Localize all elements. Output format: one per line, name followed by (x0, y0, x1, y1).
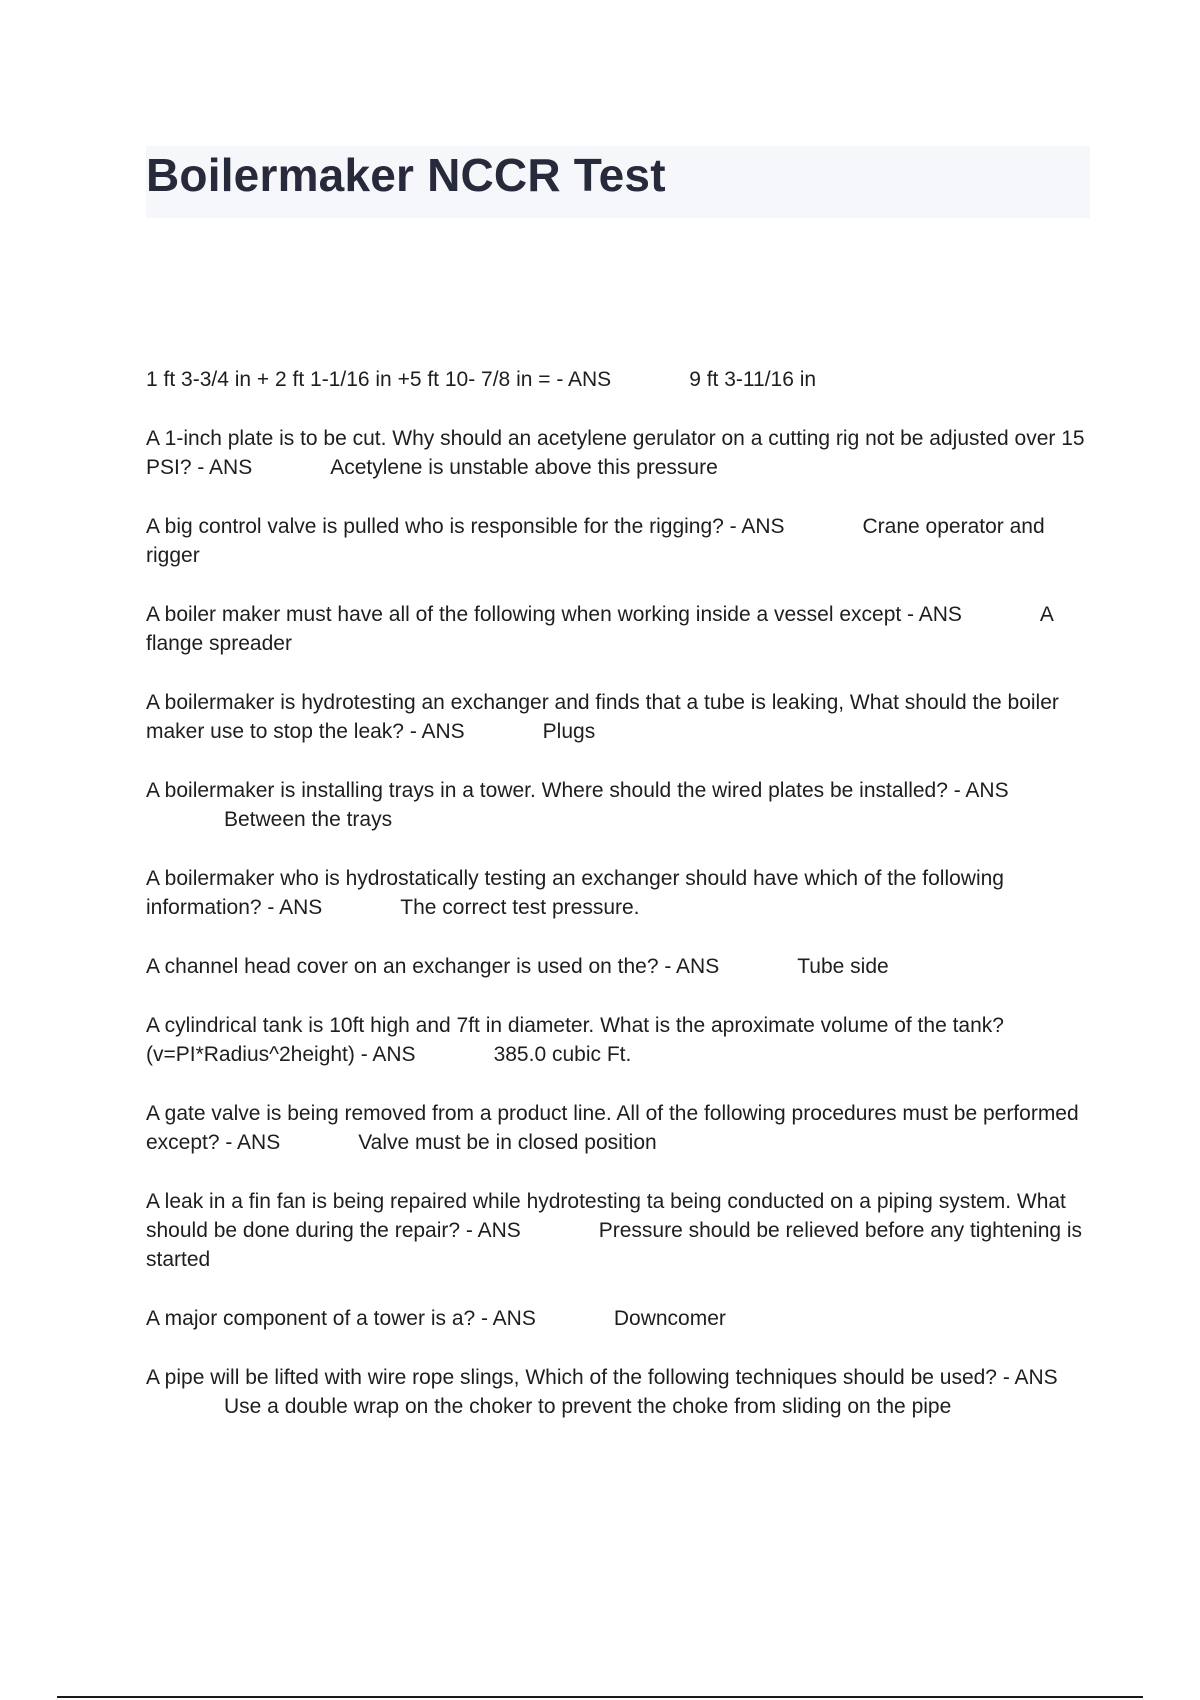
answer-text: Acetylene is unstable above this pressure (330, 456, 718, 479)
question-text: A leak in a fin fan is being repaired while hydrotesting ta being conducted on a piping system. What should be done during the repair? - ANS (146, 1190, 1066, 1242)
question-item (146, 864, 1086, 922)
answer-text: A flange spreader (146, 603, 1053, 655)
footer-divider (57, 1696, 1143, 1698)
question-item (146, 776, 1086, 834)
answer-text: 9 ft 3-11/16 in (689, 368, 817, 391)
question-text: A channel head cover on an exchanger is used on the? - ANS (146, 955, 720, 978)
answer-text: Between the trays (224, 808, 393, 831)
answer-text: The correct test pressure. (400, 896, 640, 919)
question-item (146, 952, 1086, 981)
question-text: A pipe will be lifted with wire rope slings, Which of the following techniques should be used? - ANS (146, 1366, 1058, 1389)
question-text: A gate valve is being removed from a product line. All of the following procedures must be performed except? - ANS (146, 1102, 1079, 1154)
question-item (146, 1099, 1086, 1157)
question-item (146, 1304, 1086, 1333)
question-text: A boiler maker must have all of the following when working inside a vessel except - ANS (146, 603, 962, 626)
question-item (146, 1363, 1086, 1421)
question-text: A boilermaker is hydrotesting an exchanger and finds that a tube is leaking, What should the boiler maker use to stop the leak? - ANS (146, 691, 1059, 743)
answer-text: Valve must be in closed position (358, 1131, 657, 1154)
question-list (146, 365, 1086, 1451)
question-text: 1 ft 3-3/4 in + 2 ft 1-1/16 in +5 ft 10- 7/8 in = - ANS (146, 368, 612, 391)
question-text: A cylindrical tank is 10ft high and 7ft in diameter. What is the aproximate volume of the tank? (v=PI*Radius^2height) - ANS (146, 1014, 1004, 1066)
question-text: A 1-inch plate is to be cut. Why should an acetylene gerulator on a cutting rig not be adjusted over 15 PSI? - ANS (146, 427, 1085, 479)
answer-text: Pressure should be relieved before any tightening is started (146, 1219, 1083, 1271)
answer-text: Crane operator and rigger (146, 515, 1045, 567)
question-text: A major component of a tower is a? - ANS (146, 1307, 536, 1330)
question-text: A boilermaker is installing trays in a tower. Where should the wired plates be installed? - ANS (146, 779, 1009, 802)
question-text: A big control valve is pulled who is responsible for the rigging? - ANS (146, 515, 785, 538)
question-text: A boilermaker who is hydrostatically testing an exchanger should have which of the following information? - ANS (146, 867, 1004, 919)
answer-text: Downcomer (613, 1307, 726, 1330)
question-item (146, 1011, 1086, 1069)
question-item (146, 424, 1086, 482)
answer-text: Tube side (797, 955, 889, 978)
question-item (146, 688, 1086, 746)
question-item (146, 1187, 1086, 1274)
document-title: Boilermaker NCCR Test (146, 149, 666, 201)
answer-text: Plugs (542, 720, 596, 743)
question-item (146, 600, 1086, 658)
question-item (146, 512, 1086, 570)
answer-text: Use a double wrap on the choker to prevent the choke from sliding on the pipe (224, 1395, 952, 1418)
answer-text: 385.0 cubic Ft. (493, 1043, 632, 1066)
question-item (146, 365, 1086, 394)
